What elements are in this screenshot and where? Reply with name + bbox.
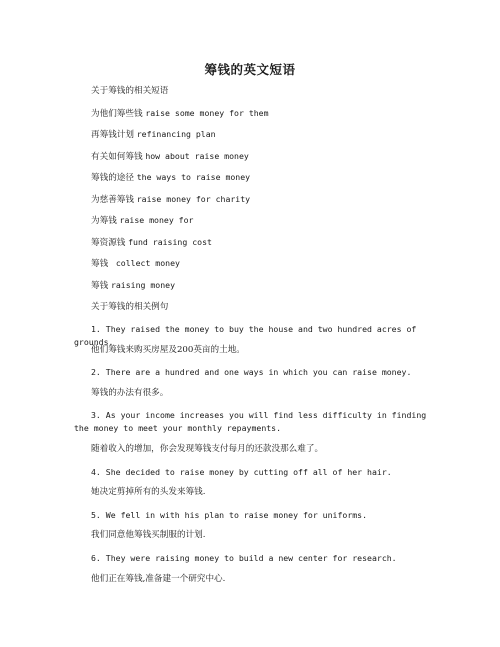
phrase-item: 为他们筹些钱 raise some money for them bbox=[91, 108, 269, 119]
example-en: 6. They were raising money to build a new center for research. bbox=[91, 553, 397, 563]
example-zh: 他们正在筹钱,准备建一个研究中心. bbox=[91, 574, 226, 584]
phrase-item: 有关如何筹钱 how about raise money bbox=[91, 151, 249, 162]
phrase-item: 筹钱 collect money bbox=[91, 258, 180, 269]
phrase-item: 再筹钱计划 refinancing plan bbox=[91, 129, 216, 140]
phrase-item: 筹钱 raising money bbox=[91, 280, 176, 291]
example-zh: 她决定剪掉所有的头发来筹钱. bbox=[91, 487, 206, 497]
example-zh: 筹钱的办法有很多。 bbox=[91, 388, 169, 398]
document-title: 筹钱的英文短语 bbox=[204, 62, 296, 77]
section-heading-examples: 关于筹钱的相关例句 bbox=[91, 302, 169, 312]
phrase-item: 筹钱的途径 the ways to raise money bbox=[91, 172, 251, 183]
example-en: 4. She decided to raise money by cutting off all of her hair. bbox=[91, 467, 392, 477]
example-en: 2. There are a hundred and one ways in which you can raise money. bbox=[91, 367, 412, 377]
phrase-item: 筹资源钱 fund raising cost bbox=[91, 237, 212, 248]
example-en: 3. As your income increases you will find less difficulty in finding the money to meet your monthly repayments. bbox=[74, 410, 427, 433]
section-heading-phrases: 关于筹钱的相关短语 bbox=[91, 86, 169, 96]
example-en: 5. We fell in with his plan to raise money for uniforms. bbox=[91, 510, 368, 520]
example-zh: 我们同意他筹钱买制服的计划. bbox=[91, 530, 206, 540]
example-zh: 随着收入的增加，你会发现筹钱支付每月的还款没那么难了。 bbox=[91, 444, 324, 454]
phrase-item: 为筹钱 raise money for bbox=[91, 215, 194, 226]
phrase-item: 为慈善筹钱 raise money for charity bbox=[91, 194, 251, 205]
example-zh: 他们筹钱来购买房屋及200英亩的土地。 bbox=[91, 345, 245, 355]
example-en: 1. They raised the money to buy the house and two hundred acres of grounds. bbox=[74, 324, 417, 347]
